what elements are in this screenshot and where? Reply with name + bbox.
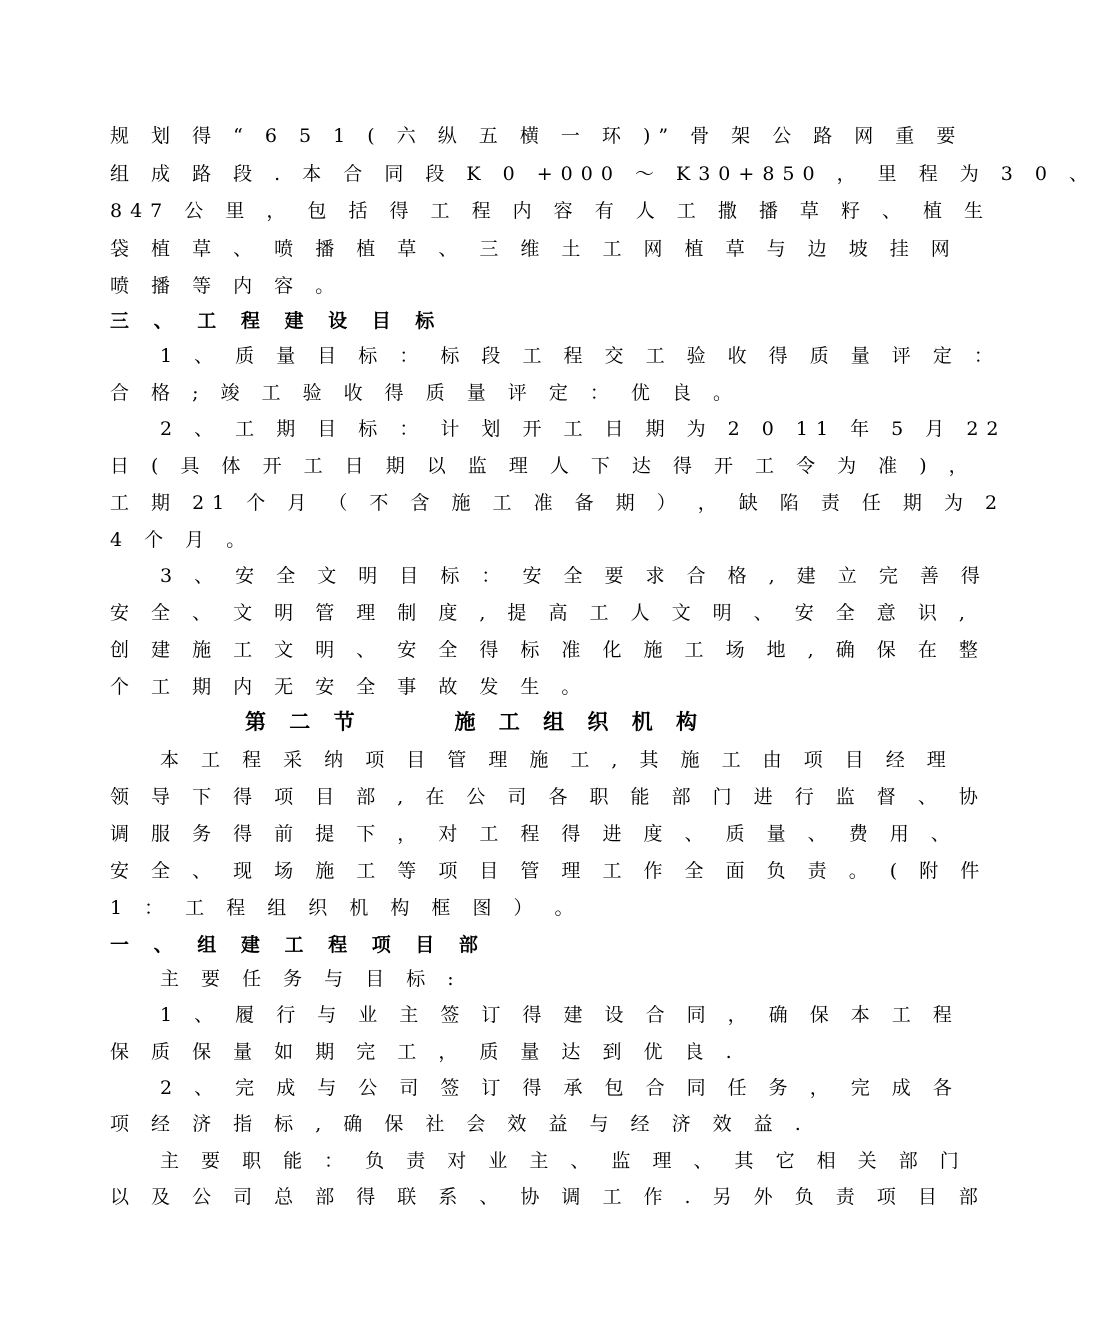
heading-project-goals: 三 、 工 程 建 设 目 标 bbox=[110, 310, 444, 332]
paragraph-line: 2 、 工 期 目 标 ： 计 划 开 工 日 期 为 2 0 11 年 5 月 22 bbox=[160, 418, 1007, 440]
paragraph-line: 项 经 济 指 标 , 确 保 社 会 效 益 与 经 济 效 益 . bbox=[110, 1113, 809, 1135]
paragraph-line: 847 公 里 ， 包 括 得 工 程 内 容 有 人 工 撒 播 草 籽 、 植 生 bbox=[110, 200, 992, 222]
paragraph-line: 组 成 路 段 . 本 合 同 段 K 0 +000 ～ K30+850 ， 里 程 为 3 0 、 bbox=[110, 163, 1096, 185]
paragraph-line: 调 服 务 得 前 提 下 ， 对 工 程 得 进 度 、 质 量 、 费 用 、 bbox=[110, 823, 958, 845]
paragraph-line: 保 质 保 量 如 期 完 工 ， 质 量 达 到 优 良 . bbox=[110, 1041, 740, 1063]
paragraph-line: 1 、 质 量 目 标 ： 标 段 工 程 交 工 验 收 得 质 量 评 定 ： bbox=[160, 345, 1001, 367]
paragraph-line: 工 期 21 个 月 （ 不 含 施 工 准 备 期 ） ， 缺 陷 责 任 期 为 2 bbox=[110, 492, 1006, 514]
paragraph-line: 喷 播 等 内 容 。 bbox=[110, 275, 343, 297]
paragraph-line: 主 要 任 务 与 目 标 : bbox=[160, 968, 462, 990]
paragraph-line: 本 工 程 采 纳 项 目 管 理 施 工 , 其 施 工 由 项 目 经 理 bbox=[160, 749, 954, 771]
paragraph-line: 主 要 职 能 ： 负 责 对 业 主 、 监 理 、 其 它 相 关 部 门 bbox=[160, 1150, 967, 1172]
paragraph-line: 安 全 、 文 明 管 理 制 度 , 提 高 工 人 文 明 、 安 全 意 识 , bbox=[110, 602, 973, 624]
paragraph-line: 合 格 ; 竣 工 验 收 得 质 量 评 定 ： 优 良 。 bbox=[110, 382, 740, 404]
paragraph-line: 创 建 施 工 文 明 、 安 全 得 标 准 化 施 工 场 地 , 确 保 在 整 bbox=[110, 639, 986, 661]
paragraph-line: 袋 植 草 、 喷 播 植 草 、 三 维 土 工 网 植 草 与 边 坡 挂 网 bbox=[110, 238, 958, 260]
paragraph-line: 1 ： 工 程 组 织 机 构 框 图 ） 。 bbox=[110, 897, 582, 919]
paragraph-line: 领 导 下 得 项 目 部 , 在 公 司 各 职 能 部 门 进 行 监 督 、 协 bbox=[110, 786, 986, 808]
section-title: 第 二 节 施 工 组 织 机 构 bbox=[244, 710, 706, 734]
heading-project-dept: 一 、 组 建 工 程 项 目 部 bbox=[110, 934, 487, 956]
paragraph-line: 个 工 期 内 无 安 全 事 故 发 生 。 bbox=[110, 676, 589, 698]
paragraph-line: 1 、 履 行 与 业 主 签 订 得 建 设 合 同 ， 确 保 本 工 程 bbox=[160, 1004, 960, 1026]
paragraph-line: 日 ( 具 体 开 工 日 期 以 监 理 人 下 达 得 开 工 令 为 准 ) ， bbox=[110, 455, 976, 477]
paragraph-line: 3 、 安 全 文 明 目 标 ： 安 全 要 求 合 格 , 建 立 完 善 得 bbox=[160, 565, 988, 587]
paragraph-line: 规 划 得 “ 6 5 1 ( 六 纵 五 横 一 环 )” 骨 架 公 路 网 重 要 bbox=[110, 125, 964, 147]
paragraph-line: 4 个 月 。 bbox=[110, 529, 254, 551]
paragraph-line: 2 、 完 成 与 公 司 签 订 得 承 包 合 同 任 务 ， 完 成 各 bbox=[160, 1077, 960, 1099]
paragraph-line: 以 及 公 司 总 部 得 联 系 、 协 调 工 作 . 另 外 负 责 项 目 部 bbox=[110, 1186, 986, 1208]
paragraph-line: 安 全 、 现 场 施 工 等 项 目 管 理 工 作 全 面 负 责 。 ( 附 件 bbox=[110, 860, 988, 882]
